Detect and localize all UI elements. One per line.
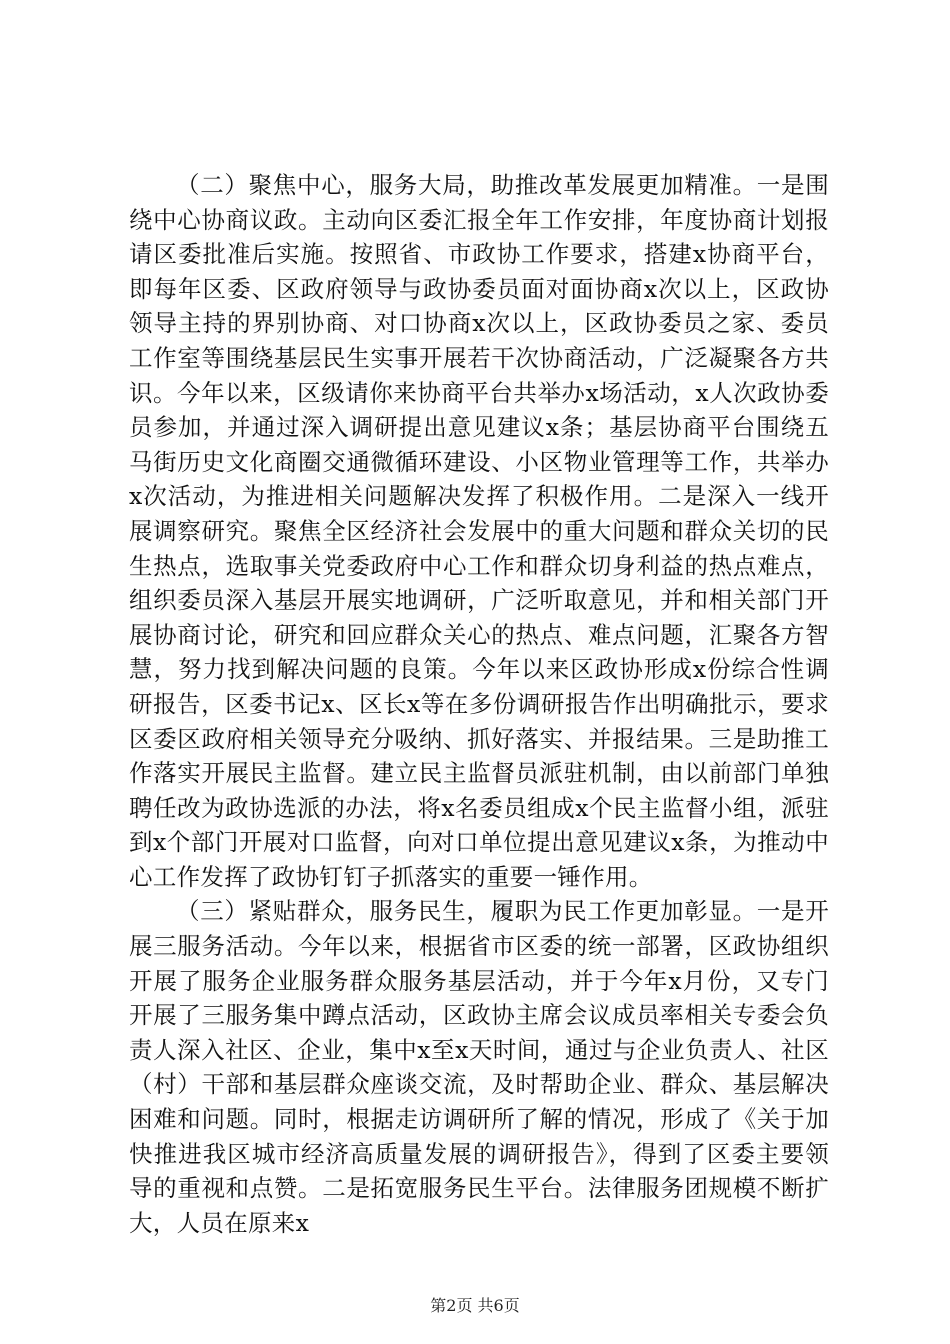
- paragraph-section-2: （二）聚焦中心，服务大局，助推改革发展更加精准。一是围绕中心协商议政。主动向区委汇报全年工作安排，年度协商计划报请区委批准后实施。按照省、市政协工作要求，搭建x协商平台，即每年区委、区政府领导与政协委员面对面协商x次以上，区政协领导主持的界别协商、对口协商x次以上，区政协委员之家、委员工作室等围绕基层民生实事开展若干次协商活动，广泛凝聚各方共识。今年以来，区级请你来协商平台共举办x场活动，x人次政协委员参加，并通过深入调研提出意见建议x条；基层协商平台围绕五马街历史文化商圈交通微循环建设、小区物业管理等工作，共举办x次活动，为推进相关问题解决发挥了积极作用。二是深入一线开展调察研究。聚焦全区经济社会发展中的重大问题和群众关切的民生热点，选取事关党委政府中心工作和群众切身利益的热点难点，组织委员深入基层开展实地调研，广泛听取意见，并和相关部门开展协商讨论，研究和回应群众关心的热点、难点问题，汇聚各方智慧，努力找到解决问题的良策。今年以来区政协形成x份综合性调研报告，区委书记x、区长x等在多份调研报告作出明确批示，要求区委区政府相关领导充分吸纳、抓好落实、并报结果。三是助推工作落实开展民主监督。建立民主监督员派驻机制，由以前部门单独聘任改为政协选派的办法，将x名委员组成x个民主监督小组，派驻到x个部门开展对口监督，向对口单位提出意见建议x条，为推动中心工作发挥了政协钉钉子抓落实的重要一锤作用。: [129, 171, 829, 891]
- document-body: [129, 168, 829, 1240]
- page-footer: 第2页 共6页: [430, 1296, 520, 1315]
- paragraph-section-3: （三）紧贴群众，服务民生，履职为民工作更加彰显。一是开展三服务活动。今年以来，根据省市区委的统一部署，区政协组织开展了服务企业服务群众服务基层活动，并于今年x月份，又专门开展了三服务集中蹲点活动，区政协主席会议成员率相关专委会负责人深入社区、企业，集中x至x天时间，通过与企业负责人、社区（村）干部和基层群众座谈交流，及时帮助企业、群众、基层解决困难和问题。同时，根据走访调研所了解的情况，形成了《关于加快推进我区城市经济高质量发展的调研报告》，得到了区委主要领导的重视和点赞。二是拓宽服务民生平台。法律服务团规模不断扩大，人员在原来x: [129, 897, 829, 1237]
